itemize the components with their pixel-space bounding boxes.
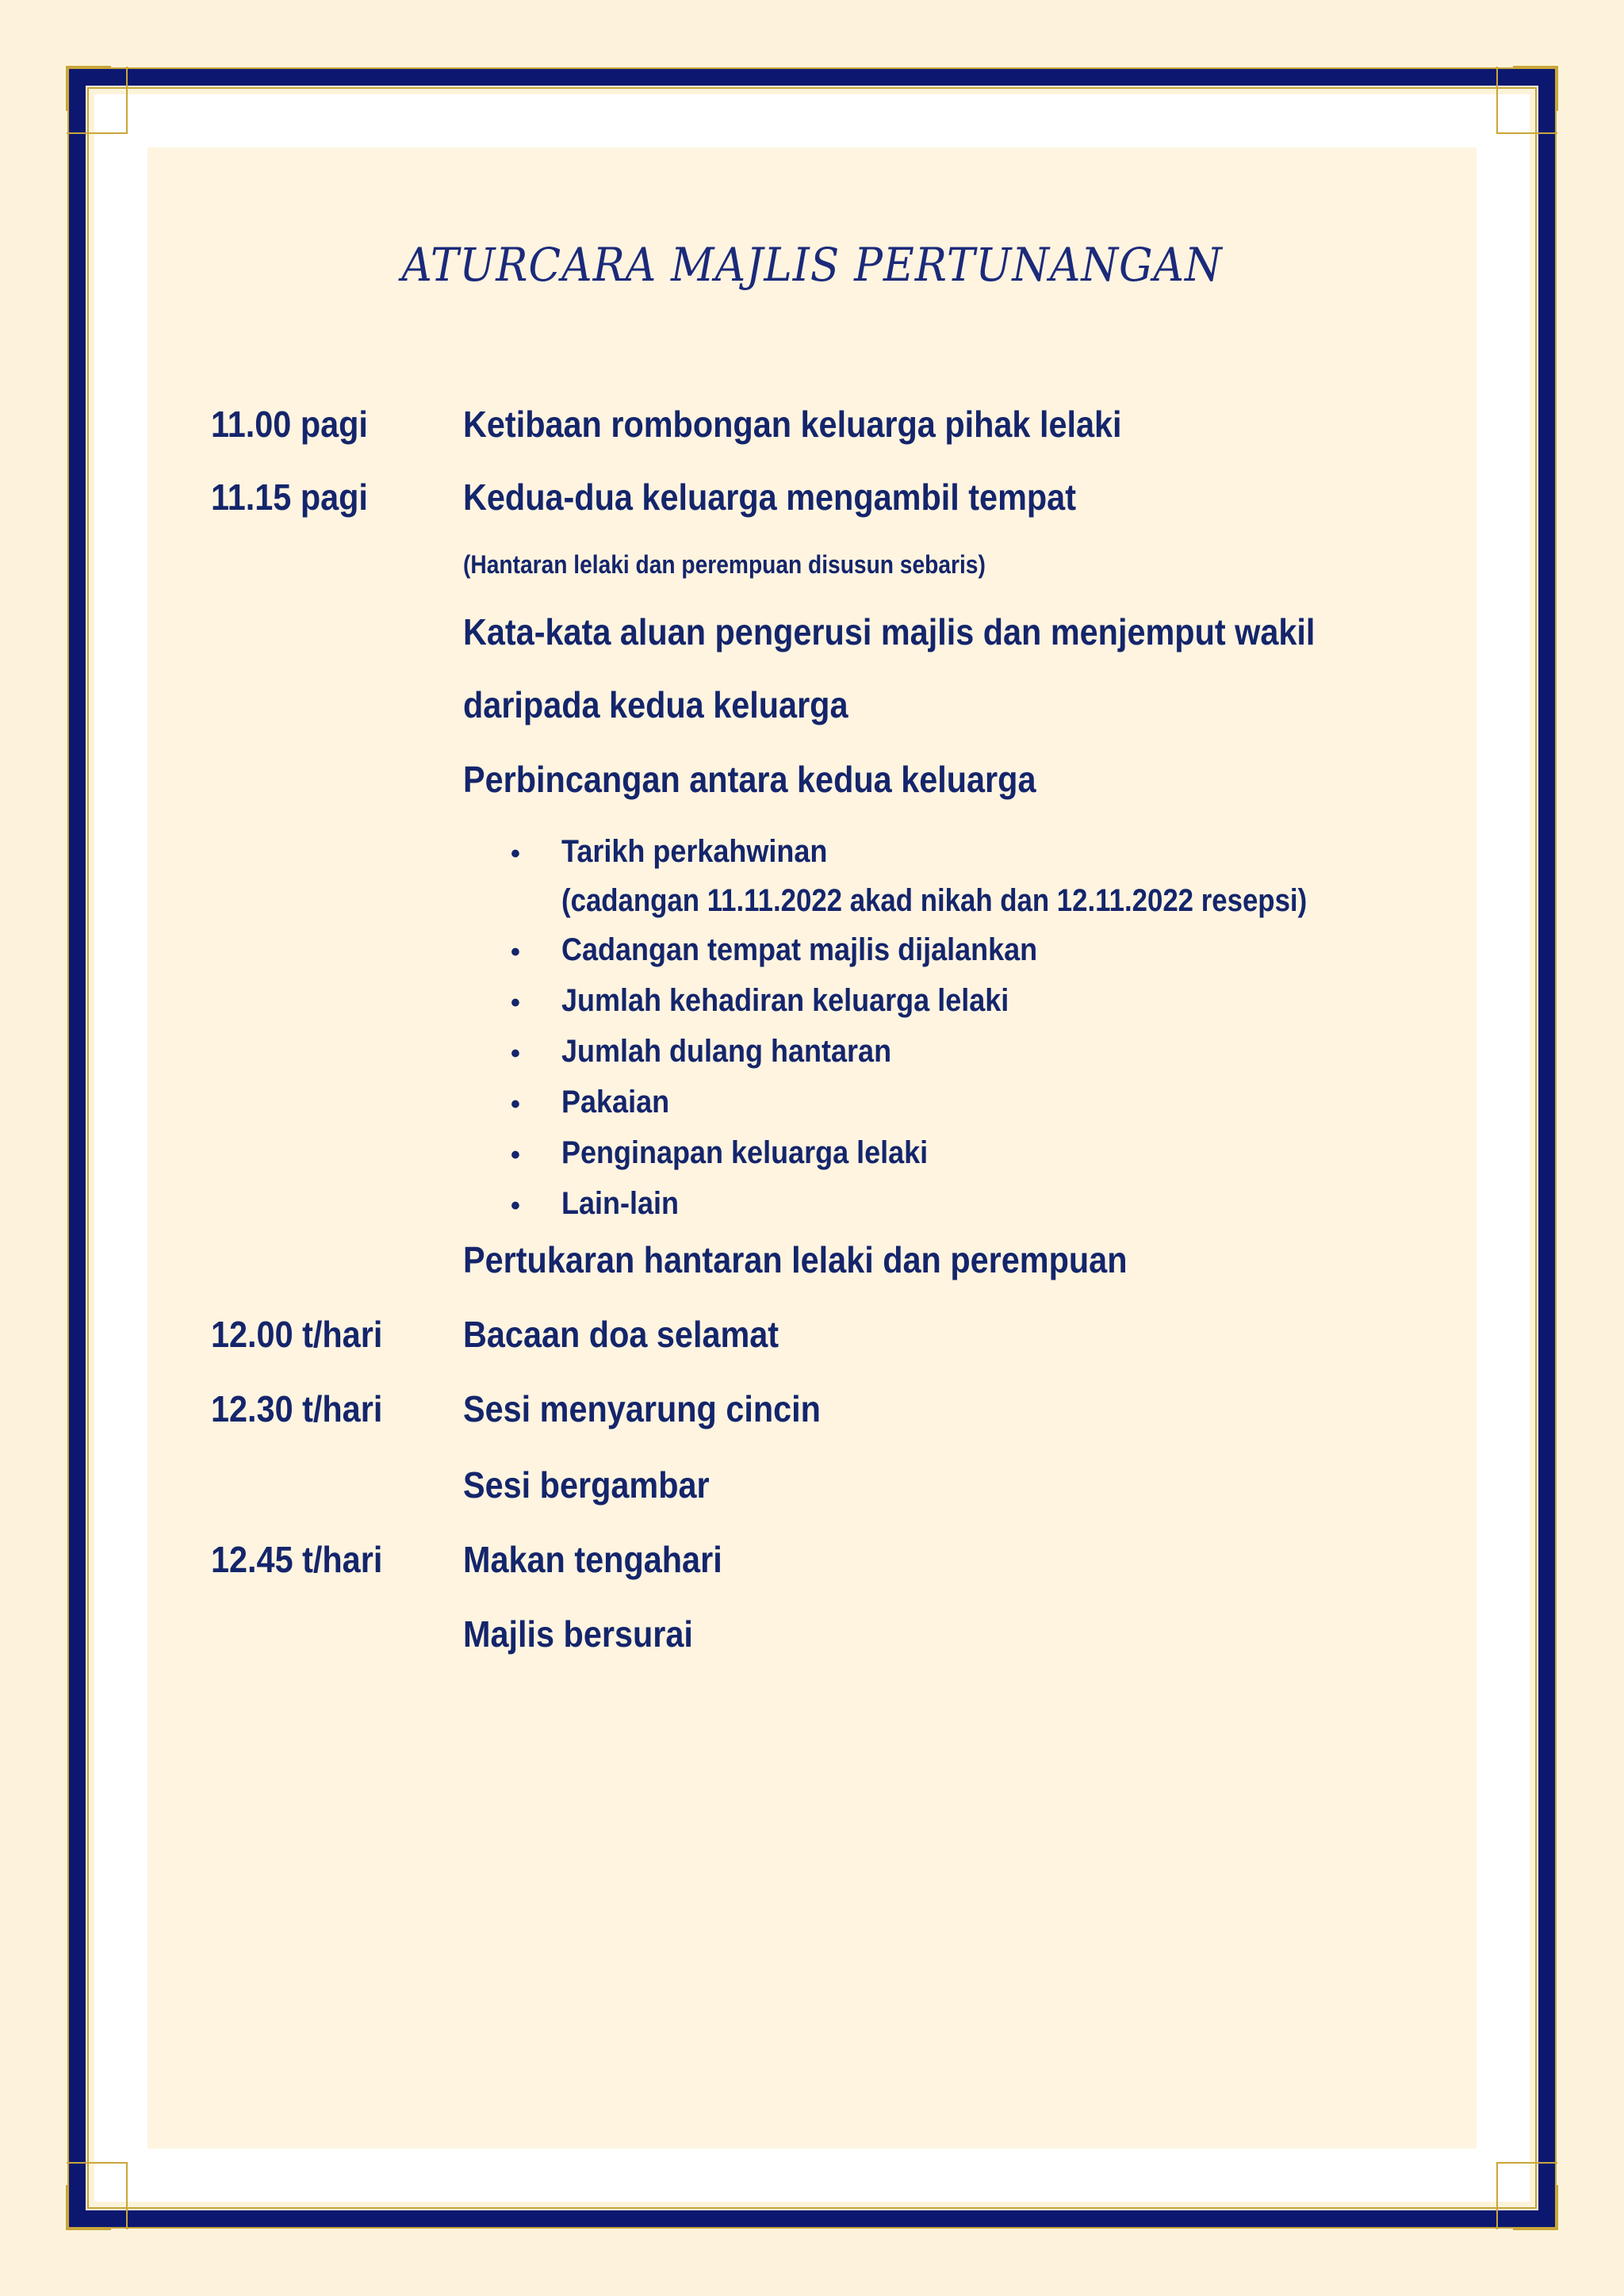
list-bullet: • [511,988,520,1018]
list-bullet: • [511,1089,520,1119]
schedule-time: 12.30 t/hari [211,1388,383,1429]
schedule-item: Majlis bersurai [463,1613,693,1655]
list-bullet: • [511,937,520,967]
schedule-time: 11.00 pagi [211,404,368,445]
list-bullet: • [511,839,520,869]
schedule-item: Ketibaan rombongan keluarga pihak lelaki [463,404,1122,445]
list-item: Pakaian [561,1085,670,1119]
list-item: Cadangan tempat majlis dijalankan [561,932,1038,967]
schedule-item: Makan tengahari [463,1539,722,1580]
document-title: ATURCARA MAJLIS PERTUNANGAN [401,238,1223,292]
list-bullet: • [511,1140,520,1170]
list-item: Penginapan keluarga lelaki [561,1135,929,1170]
list-bullet: • [511,1191,520,1221]
schedule-item: Pertukaran hantaran lelaki dan perempuan [463,1239,1128,1280]
schedule-time: 11.15 pagi [211,476,368,518]
list-item: Jumlah dulang hantaran [561,1034,892,1069]
schedule-item: Kedua-dua keluarga mengambil tempat [463,476,1076,518]
list-item: Tarikh perkahwinan [561,834,828,869]
schedule-note: (Hantaran lelaki dan perempuan disusun sebaris) [463,550,986,579]
list-bullet: • [511,1039,520,1069]
schedule-item: daripada kedua keluarga [463,684,848,725]
schedule-time: 12.45 t/hari [211,1539,383,1580]
schedule-item: Sesi bergambar [463,1464,710,1506]
schedule-item: Kata-kata aluan pengerusi majlis dan menjemput wakil [463,611,1316,652]
schedule-item: Sesi menyarung cincin [463,1388,821,1429]
list-item: Jumlah kehadiran keluarga lelaki [561,983,1009,1018]
schedule-item: Bacaan doa selamat [463,1314,779,1355]
schedule-time: 12.00 t/hari [211,1314,383,1355]
schedule-item: Perbincangan antara kedua keluarga [463,759,1036,800]
list-item: Lain-lain [561,1186,680,1221]
list-item-subtext: (cadangan 11.11.2022 akad nikah dan 12.11.2022 resepsi) [561,883,1308,918]
